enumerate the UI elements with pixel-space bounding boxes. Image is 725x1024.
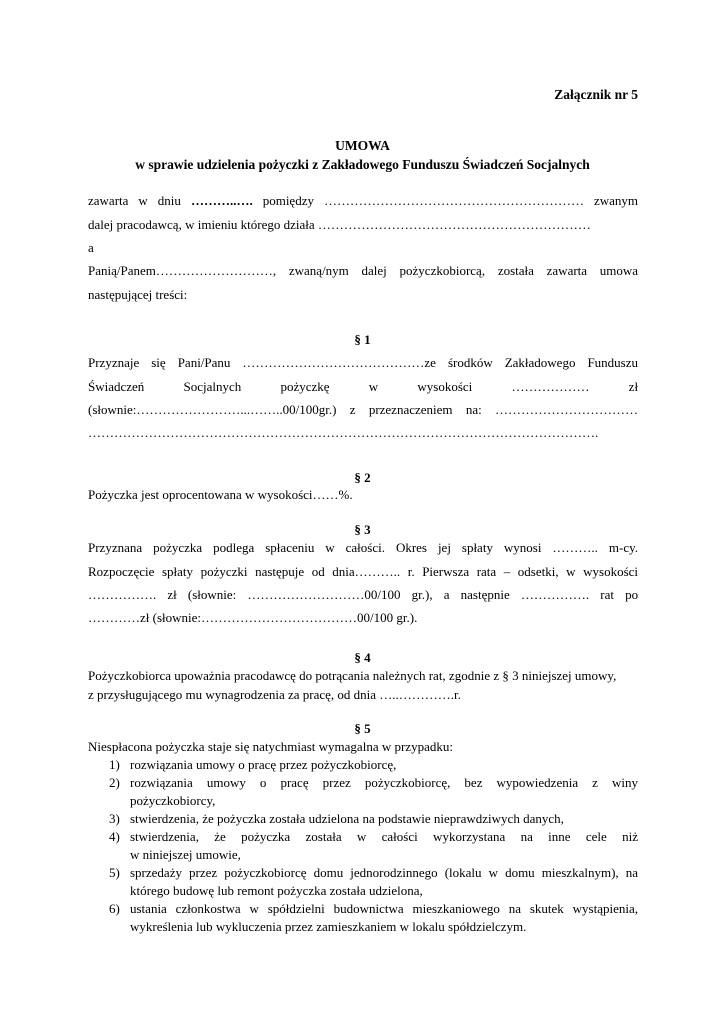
section-1-line-4: ………………………………………………………………………………………………………. [88, 425, 599, 440]
document-subtitle: w sprawie udzielenia pożyczki z Zakładowego Funduszu Świadczeń Socjalnych [135, 157, 590, 172]
list-item-number: 3) [109, 811, 120, 826]
document-title: UMOWA [335, 138, 390, 153]
intro-line-4: Panią/Panem………………………, zwaną/nym dalej pożyczkobiorcą, została zawarta umowa [88, 263, 639, 278]
intro-line-5: następującej treści: [88, 287, 188, 302]
intro-line-3: a [88, 240, 94, 255]
list-item-text: którego budowę lub remont pożyczka została udzielona, [130, 883, 423, 898]
section-3-line-1: Przyznana pożyczka podlega spłaceniu w całości. Okres jej spłaty wynosi ……….. m-cy. [88, 540, 638, 555]
section-2-line-1: Pożyczka jest oprocentowana w wysokości……%. [88, 487, 353, 502]
section-4-line-1: Pożyczkobiorca upoważnia pracodawcę do potrącania należnych rat, zgodnie z § 3 niniejszej umowy, [88, 668, 617, 683]
list-item-text: rozwiązania umowy o pracę przez pożyczkobiorcę, bez wypowiedzenia z winy [130, 775, 638, 790]
section-1-line-3: (słownie:……………………...……..00/100gr.) z przeznaczeniem na: …………………………… [88, 402, 639, 417]
list-item-text: ustania członkostwa w spółdzielni budownictwa mieszkaniowego na skutek wystąpienia, [130, 901, 638, 916]
list-item-number: 2) [109, 775, 120, 790]
intro-line-2: dalej pracodawcą, w imieniu którego działa ……………………………………………………… [88, 217, 591, 232]
section-3-line-4: …………zł (słownie:………………………………00/100 gr.). [88, 610, 418, 625]
section-4-heading: § 4 [354, 650, 371, 665]
list-item-number: 5) [109, 865, 120, 880]
list-item-number: 6) [109, 901, 120, 916]
section-1-heading: § 1 [354, 332, 371, 347]
annex-label: Załącznik nr 5 [554, 87, 638, 102]
section-2-heading: § 2 [354, 470, 371, 485]
list-item-text: stwierdzenia, że pożyczka została w całości wykorzystana na inne cele niż [130, 829, 638, 844]
section-3-line-2: Rozpoczęcie spłaty pożyczki następuje od dnia……….. r. Pierwsza rata – odsetki, w wysokości [88, 564, 639, 579]
intro-line-1: zawarta w dniu ………..…. pomiędzy …………………………………………………… zwanym [88, 193, 639, 208]
list-item-text: stwierdzenia, że pożyczka została udzielona na podstawie nieprawdziwych danych, [130, 811, 564, 826]
section-3-line-3: ……………. zł (słownie: ………………………00/100 gr.), a następnie ……………. rat po [88, 587, 639, 602]
list-item-text: sprzedaży przez pożyczkobiorcę domu jednorodzinnego (lokalu w domu mieszkalnym), na [130, 865, 638, 880]
list-item-text: rozwiązania umowy o pracę przez pożyczkobiorcę, [130, 757, 397, 772]
section-1-line-1: Przyznaje się Pani/Panu ……………………………………ze środków Zakładowego Funduszu [88, 355, 639, 370]
section-3-heading: § 3 [354, 522, 371, 537]
section-5-heading: § 5 [354, 721, 371, 736]
list-item-number: 4) [109, 829, 120, 844]
list-item-text: wykreślenia lub wykluczenia przez zamieszkaniem w lokalu spółdzielczym. [130, 919, 527, 934]
list-item-text: w niniejszej umowie, [130, 847, 241, 862]
section-5-intro: Niespłacona pożyczka staje się natychmiast wymagalna w przypadku: [88, 739, 453, 754]
section-1-line-2: Świadczeń Socjalnych pożyczkę w wysokości ……………… zł [88, 379, 639, 394]
section-4-line-2: z przysługującego mu wynagrodzenia za pracę, od dnia …..………….r. [88, 687, 461, 702]
list-item-number: 1) [109, 757, 120, 772]
list-item-text: pożyczkobiorcy, [130, 793, 216, 808]
